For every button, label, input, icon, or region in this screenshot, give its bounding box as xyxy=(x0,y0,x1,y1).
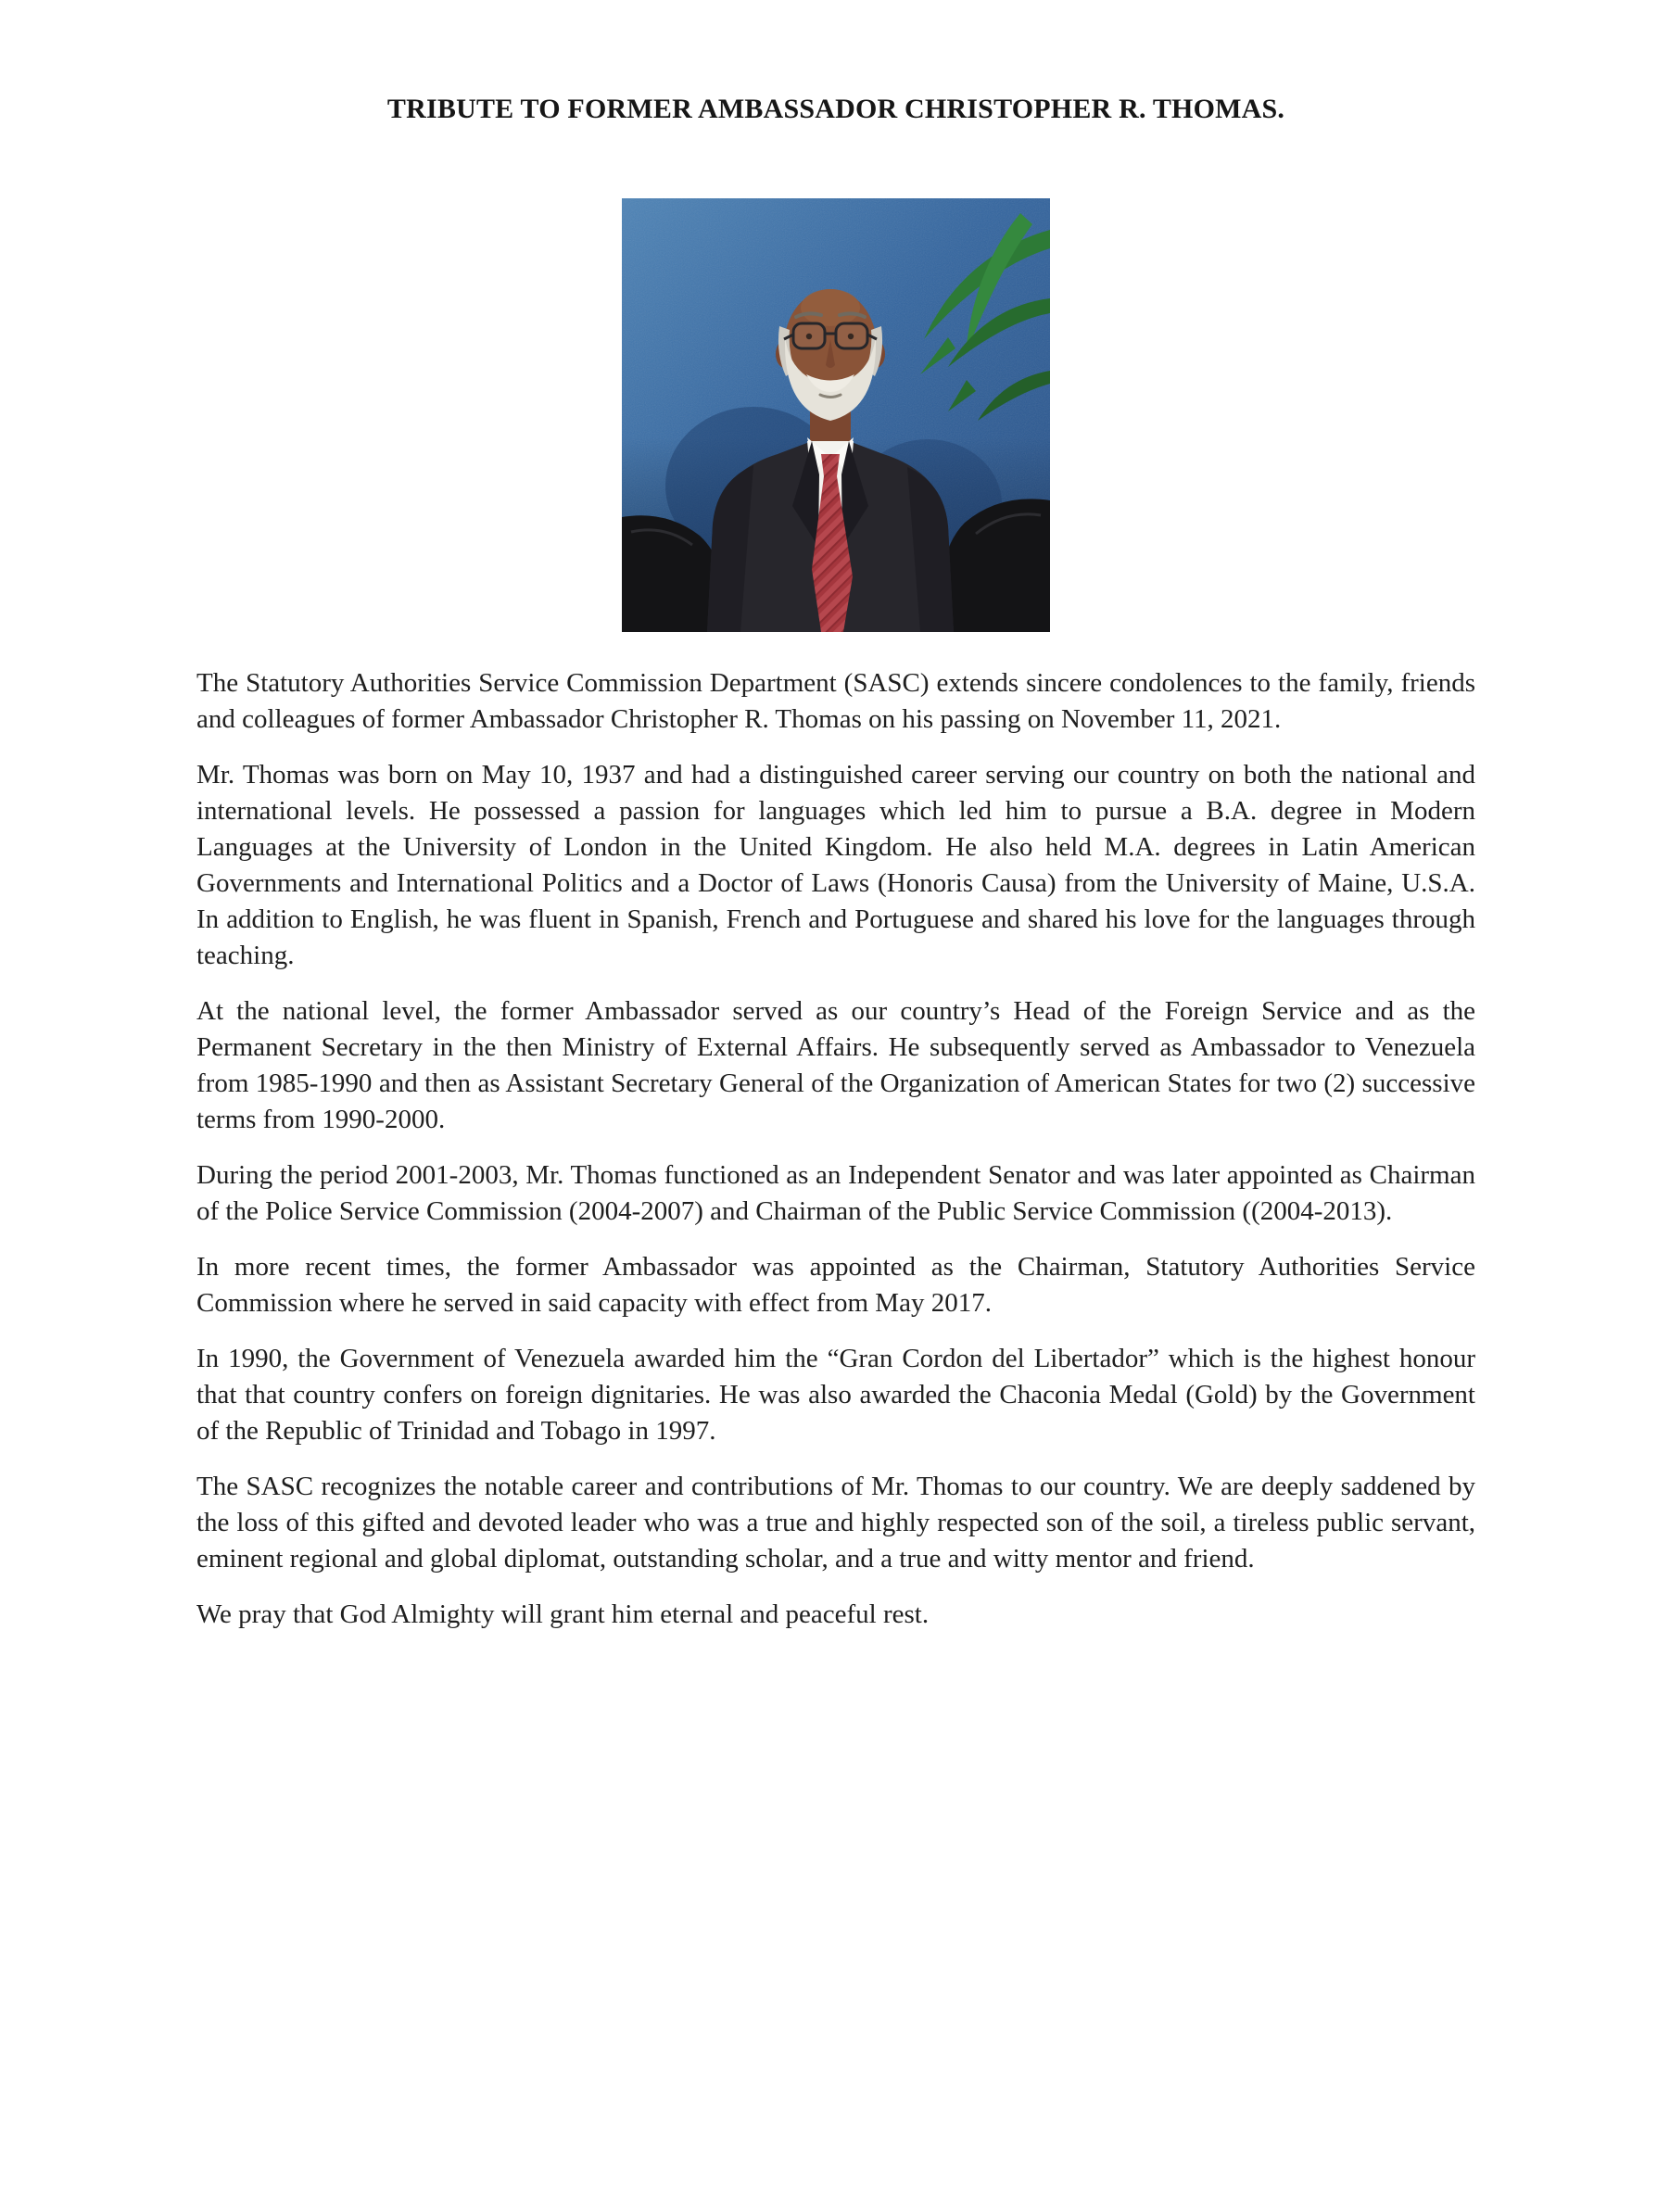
paragraph-senator-commissions: During the period 2001-2003, Mr. Thomas functioned as an Independent Senator and was later appointed as Chairman of the Police Service Commission (2004-2007) and Chairman of the Public Service Commission ((2004-2013). xyxy=(196,1160,1475,1226)
paragraph-closing-prayer: We pray that God Almighty will grant him eternal and peaceful rest. xyxy=(196,1599,930,1629)
portrait-photo xyxy=(622,198,1050,632)
paragraph-national-service: At the national level, the former Ambassador served as our country’s Head of the Foreign Service and as the Permanent Secretary in the then Ministry of External Affairs. He subsequently served as Ambassador to Venezuela from 1985-1990 and then as Assistant Secretary General of the Organization of American States for two (2) successive terms from 1990-2000. xyxy=(196,996,1475,1134)
portrait-photo-container xyxy=(196,198,1475,632)
document-title: TRIBUTE TO FORMER AMBASSADOR CHRISTOPHER R. THOMAS. xyxy=(386,94,1285,124)
paragraph-awards: In 1990, the Government of Venezuela awarded him the “Gran Cordon del Libertador” which is the highest honour that that country confers on foreign dignitaries. He was also awarded the Chaconia Medal (Gold) by the Government of the Republic of Trinidad and Tobago in 1997. xyxy=(196,1344,1475,1446)
paragraph-recent-times: In more recent times, the former Ambassador was appointed as the Chairman, Statutory Authorities Service Commission where he served in said capacity with effect from May 2017. xyxy=(196,1252,1475,1318)
paragraph-condolences: The Statutory Authorities Service Commission Department (SASC) extends sincere condolences to the family, friends and colleagues of former Ambassador Christopher R. Thomas on his passing on November 11, 2021. xyxy=(196,668,1475,734)
paragraph-early-life: Mr. Thomas was born on May 10, 1937 and had a distinguished career serving our country on both the national and international levels. He possessed a passion for languages which led him to pursue a B.A. degree in Modern Languages at the University of London in the United Kingdom. He also held M.A. degrees in Latin American Governments and International Politics and a Doctor of Laws (Honoris Causa) from the University of Maine, U.S.A. In addition to English, he was fluent in Spanish, French and Portuguese and shared his love for the languages through teaching. xyxy=(196,760,1475,970)
paragraph-recognition: The SASC recognizes the notable career and contributions of Mr. Thomas to our country. We are deeply saddened by the loss of this gifted and devoted leader who was a true and highly respected son of the soil, a tireless public servant, eminent regional and global diplomat, outstanding scholar, and a true and witty mentor and friend. xyxy=(196,1472,1475,1574)
document-body xyxy=(196,665,1475,1633)
